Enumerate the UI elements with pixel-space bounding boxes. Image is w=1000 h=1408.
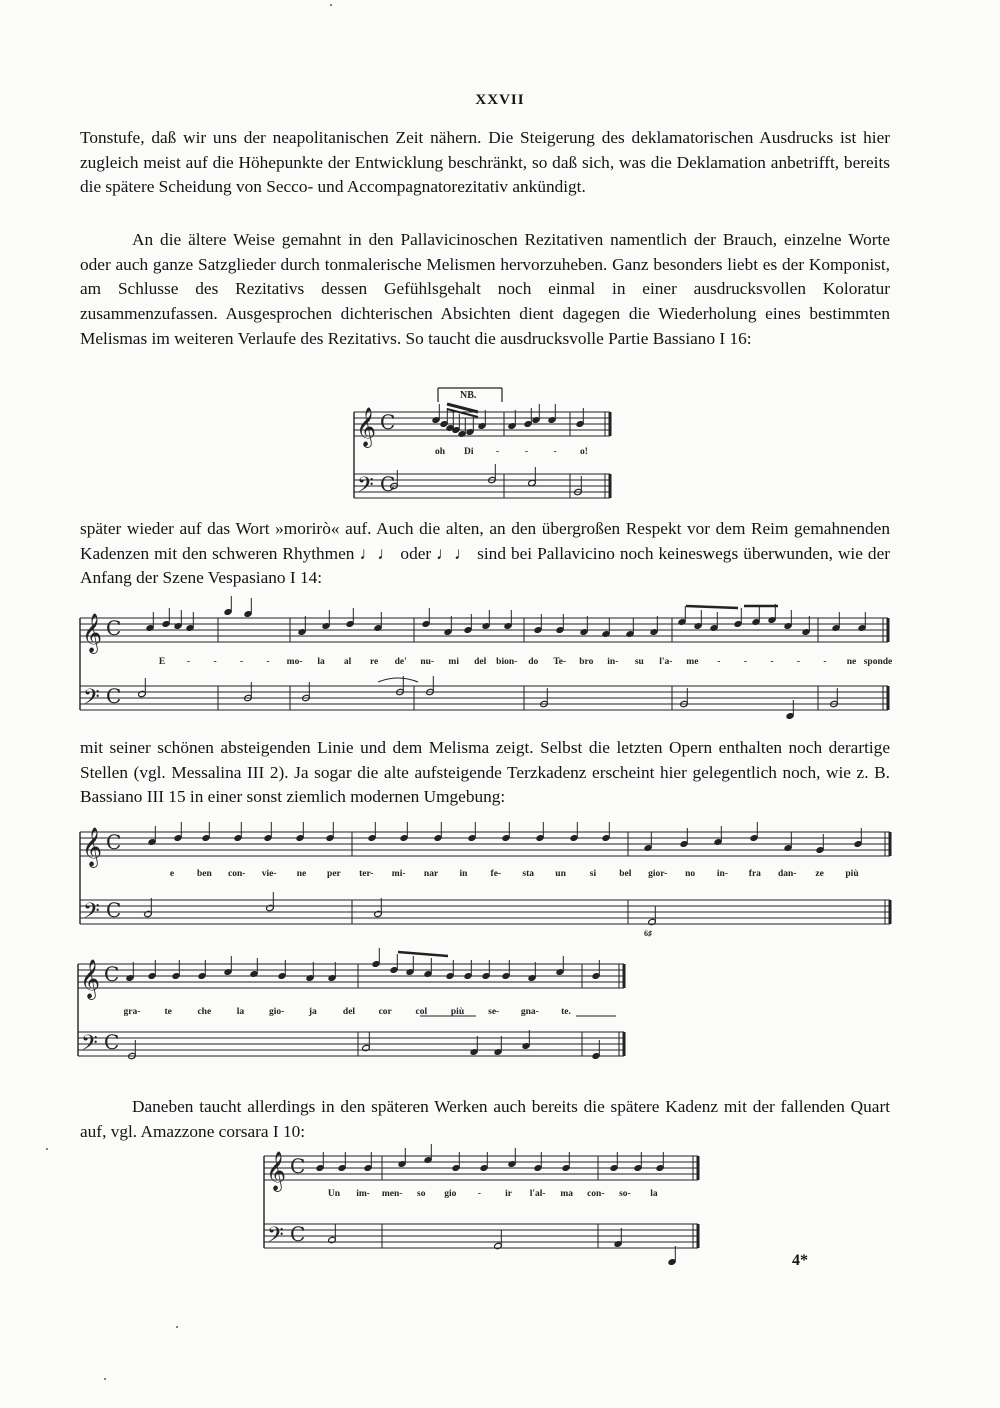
ex1-lyric-0: oh bbox=[434, 447, 446, 457]
ex4-lyric-4: gio- bbox=[269, 1007, 285, 1017]
bass-clef: 𝄢 bbox=[83, 899, 100, 929]
print-speck bbox=[104, 1378, 106, 1380]
ex5-lyric-0: Un bbox=[327, 1189, 341, 1199]
ex2-lyric-14: do bbox=[528, 657, 539, 667]
ex5-lyric-7: l'al- bbox=[529, 1189, 546, 1199]
ex3-lyric-9: in bbox=[459, 869, 468, 879]
ex3-lyric-18: fra bbox=[748, 869, 761, 879]
ex3-lyric-20: ze bbox=[815, 869, 824, 879]
treble-clef: 𝄞 bbox=[80, 959, 101, 999]
ex5-lyric-11: la bbox=[650, 1189, 658, 1199]
ex3-lyric-10: fe- bbox=[490, 869, 502, 879]
time-signature: C bbox=[106, 830, 122, 854]
ex3-lyric-3: vie- bbox=[261, 869, 277, 879]
ex4-lyric-1: te bbox=[164, 1007, 172, 1017]
ex5-lyric-8: ma bbox=[560, 1189, 574, 1199]
ex5-lyric-3: so bbox=[417, 1189, 426, 1199]
ex5-lyric-5: - bbox=[477, 1189, 482, 1199]
time-signature: C bbox=[106, 898, 122, 922]
music-example-1-svg bbox=[352, 384, 622, 506]
ex2-lyric-5: mo- bbox=[286, 657, 303, 667]
music-example-1 bbox=[352, 384, 622, 506]
ex3-lyric-1: ben bbox=[196, 869, 212, 879]
signature-mark: 4* bbox=[792, 1252, 808, 1269]
treble-clef: 𝄞 bbox=[266, 1151, 287, 1191]
time-signature: C bbox=[104, 962, 120, 986]
ex4-lyric-3: la bbox=[236, 1007, 245, 1017]
ex4-lyric-9: più bbox=[450, 1007, 465, 1017]
ex5-lyric-1: im- bbox=[356, 1189, 370, 1199]
ex3-lyric-15: gior- bbox=[648, 869, 668, 879]
tie bbox=[378, 678, 418, 682]
time-signature: C bbox=[290, 1154, 306, 1178]
ex1-lyric-2: - bbox=[496, 447, 500, 457]
treble-clef: 𝄞 bbox=[82, 613, 103, 653]
ex4-lyric-6: del bbox=[342, 1007, 356, 1017]
ex1-lyric-5: o! bbox=[580, 447, 588, 457]
ex2-lyric-26: ne bbox=[846, 657, 857, 667]
ex5-lyric-2: men- bbox=[381, 1189, 403, 1199]
ex2-lyric-1: - bbox=[186, 657, 191, 667]
music-example-3-svg bbox=[78, 818, 898, 940]
ex2-lyric-2: - bbox=[213, 657, 217, 667]
ex3-lyric-14: bel bbox=[619, 869, 632, 879]
ex2-lyric-11: mi bbox=[448, 657, 459, 667]
treble-clef: 𝄞 bbox=[356, 407, 377, 447]
music-example-3 bbox=[78, 818, 898, 940]
ex3-lyric-17: in- bbox=[716, 869, 729, 879]
time-signature: C bbox=[106, 684, 122, 708]
ex5-lyric-4: gio bbox=[444, 1189, 457, 1199]
ex2-lyric-21: - bbox=[717, 657, 721, 667]
ex4-lyric-0: gra- bbox=[123, 1007, 141, 1017]
ex3-lyric-19: dan- bbox=[777, 869, 797, 879]
ex2-lyric-0: E bbox=[158, 657, 166, 667]
paragraph-1: Tonstufe, daß wir uns der neapolitanischen Zeit nähern. Die Steigerung des deklamatorischen Ausdrucks ist hier zugleich meist auf die Höhepunkte der Entwicklung beschränkt, so daß sich, was die Deklamation anbetrifft, bereits die spätere Scheidung von Secco- und Accompagnatorezitativ ankündigt. bbox=[80, 128, 890, 197]
ex3-lyric-12: un bbox=[555, 869, 566, 879]
ex2-lyric-25: - bbox=[823, 657, 827, 667]
bass-clef: 𝄢 bbox=[83, 685, 100, 715]
ex2-lyric-17: in- bbox=[607, 657, 619, 667]
time-signature: C bbox=[380, 472, 396, 496]
paragraph-2: An die ältere Weise gemahnt in den Pallavicinoschen Rezitativen namentlich der Brauch, einzelne Worte oder auch ganze Satzglieder durch tonmalerische Melismen hervorzuheben. Ganz besonders liebt es der Komponist, am Schlusse des Rezitativs dessen Gefühlsgehalt noch einmal in einer ausdrucksvollen Koloratur zusammenzufassen. Ausgesprochen dichterischen Absichten dient dagegen die Wiederholung eines bestimmten Melismas im weiteren Verlaufe des Rezitativs. So taucht die ausdrucksvolle Partie Bassiano I 16: bbox=[80, 230, 890, 348]
ex2-lyric-20: me bbox=[686, 657, 699, 667]
music-example-5 bbox=[262, 1150, 712, 1260]
ex4-lyric-7: cor bbox=[378, 1007, 392, 1017]
ex3-lyric-5: per bbox=[327, 869, 341, 879]
ex4-lyric-12: te. bbox=[561, 1007, 571, 1017]
figured-bass-label: 6♯ bbox=[644, 929, 652, 938]
ex4-lyric-8: col bbox=[415, 1007, 428, 1017]
ex3-lyric-6: ter- bbox=[359, 869, 374, 879]
paragraph-5: Daneben taucht allerdings in den späteren Werken auch bereits die spätere Kadenz mit der fallenden Quart auf, vgl. Amazzone corsara I 10: bbox=[80, 1097, 890, 1141]
ex2-lyric-23: - bbox=[770, 657, 774, 667]
music-example-5-svg bbox=[262, 1150, 712, 1260]
ex2-lyric-22: - bbox=[743, 657, 747, 667]
beam bbox=[686, 606, 738, 608]
time-signature: C bbox=[290, 1222, 306, 1246]
bass-clef: 𝄢 bbox=[357, 473, 374, 503]
ex1-lyric-3: - bbox=[524, 447, 528, 457]
time-signature: C bbox=[104, 1030, 120, 1054]
treble-clef: 𝄞 bbox=[82, 827, 103, 867]
nb-label: NB. bbox=[460, 390, 477, 401]
ex2-lyric-27: sponde bbox=[863, 657, 893, 667]
ex3-lyric-8: nar bbox=[423, 869, 439, 879]
paragraph-3: später wieder auf das Wort »morirò« auf. Auch die alten, an den übergroßen Respekt vor dem Reim gemahnenden Kadenzen mit den schweren Rhythmen ♩♩ oder ♩♩ sind bei Pallavicino noch keineswegs überwunden, wie der Anfang der Szene Vespasiano I 14: bbox=[80, 519, 890, 588]
ex3-lyric-11: sta bbox=[522, 869, 535, 879]
music-example-2 bbox=[78, 602, 898, 720]
music-example-2-svg bbox=[78, 602, 898, 720]
ex3-lyric-7: mi- bbox=[391, 869, 406, 879]
ex3-lyric-2: con- bbox=[228, 869, 246, 879]
print-speck bbox=[330, 4, 332, 6]
ex3-lyric-0: e bbox=[169, 869, 175, 879]
ex5-lyric-9: con- bbox=[587, 1189, 605, 1199]
print-speck bbox=[176, 1326, 178, 1328]
ex2-lyric-9: de' bbox=[394, 657, 407, 667]
music-example-4 bbox=[76, 958, 636, 1064]
ex3-lyric-4: ne bbox=[296, 869, 307, 879]
bass-clef: 𝄢 bbox=[81, 1031, 98, 1061]
ex2-lyric-13: bion- bbox=[496, 657, 518, 667]
ex3-lyric-21: più bbox=[845, 869, 859, 879]
ex4-lyric-5: ja bbox=[308, 1007, 317, 1017]
time-signature: C bbox=[380, 410, 396, 434]
beam bbox=[398, 952, 448, 956]
ex2-lyric-4: - bbox=[266, 657, 270, 667]
ex4-lyric-11: gna- bbox=[520, 1007, 539, 1017]
ex2-lyric-8: re bbox=[370, 657, 379, 667]
ex2-lyric-6: la bbox=[317, 657, 325, 667]
ex4-lyric-2: che bbox=[197, 1007, 212, 1017]
ex2-lyric-16: bro bbox=[579, 657, 594, 667]
ex5-lyric-6: ir bbox=[505, 1189, 512, 1199]
print-speck bbox=[46, 1148, 48, 1150]
ex2-lyric-10: nu- bbox=[420, 657, 435, 667]
page-number: XXVII bbox=[475, 92, 525, 108]
ex3-lyric-16: no bbox=[685, 869, 696, 879]
ex5-lyric-10: so- bbox=[619, 1189, 631, 1199]
time-signature: C bbox=[106, 616, 122, 640]
ex2-lyric-19: l'a- bbox=[659, 657, 673, 667]
bass-clef: 𝄢 bbox=[267, 1223, 284, 1253]
ex3-lyric-13: si bbox=[589, 869, 597, 879]
ex1-lyric-4: - bbox=[553, 447, 557, 457]
ex2-lyric-12: del bbox=[474, 657, 487, 667]
ex2-lyric-15: Te- bbox=[553, 657, 567, 667]
ex1-lyric-1: Di bbox=[464, 447, 474, 457]
ex4-lyric-10: se- bbox=[488, 1007, 500, 1017]
paragraph-4: mit seiner schönen absteigenden Linie und dem Melisma zeigt. Selbst die letzten Opern enthalten noch derartige Stellen (vgl. Messalina III 2). Ja sogar die alte aufsteigende Terzkadenz erscheint hier gelegentlich noch, wie z. B. Bassiano III 15 in einer sonst ziemlich modernen Umgebung: bbox=[80, 738, 890, 807]
music-example-4-svg bbox=[76, 958, 636, 1064]
ex2-lyric-24: - bbox=[796, 657, 801, 667]
ex2-lyric-7: al bbox=[343, 657, 352, 667]
ex2-lyric-18: su bbox=[634, 657, 644, 667]
ex2-lyric-3: - bbox=[239, 657, 244, 667]
